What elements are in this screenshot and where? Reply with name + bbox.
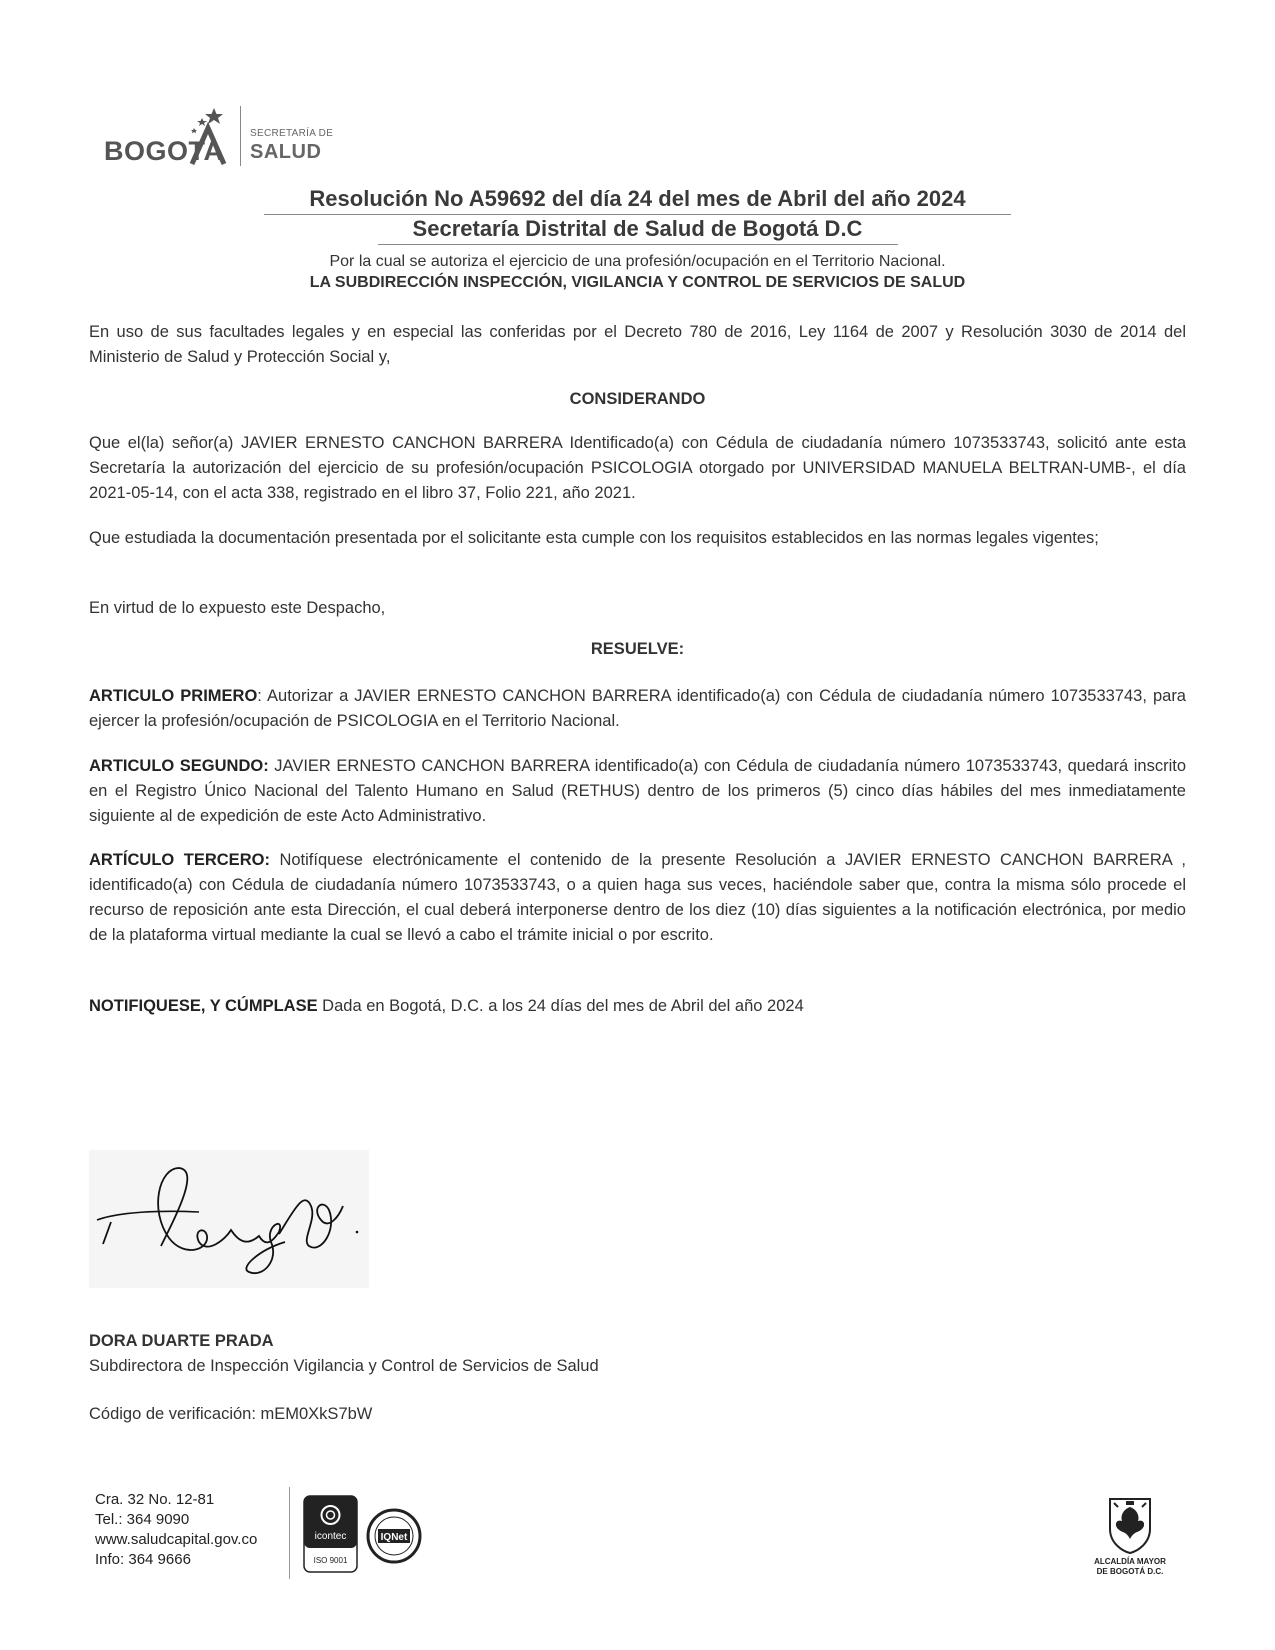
logo-subtitle: SECRETARÍA DE xyxy=(250,128,334,139)
star-icon xyxy=(188,106,228,166)
phone: Tel.: 364 9090 xyxy=(95,1511,190,1528)
contact-block xyxy=(95,1490,257,1570)
signer-name: DORA DUARTE PRADA xyxy=(89,1332,274,1350)
alcaldia-line2: DE BOGOTÁ D.C. xyxy=(1096,1567,1164,1576)
icontec-iso: ISO 9001 xyxy=(313,1556,348,1565)
iqnet-certification-icon xyxy=(366,1508,422,1564)
intro-paragraph: En uso de sus facultades legales y en especial las conferidas por el Decreto 780 de 2016, Ley 1164 de 2007 y Resolución 3030 de 2014 del Ministerio de Salud y Protección Social y, xyxy=(89,323,1186,366)
footer-divider xyxy=(289,1487,290,1579)
alcaldia-caption xyxy=(1080,1557,1180,1577)
article-third-label: ARTÍCULO TERCERO: xyxy=(89,851,270,869)
icontec-label: icontec xyxy=(314,1531,347,1542)
closing-statement xyxy=(89,994,1186,1019)
alcaldia-mayor-crest xyxy=(1080,1495,1180,1595)
issuing-entity: Secretaría Distrital de Salud de Bogotá D.C xyxy=(412,216,863,241)
article-third-text: Notifíquese electrónicamente el contenido de la presente Resolución a JAVIER ERNESTO CANCHON BARRERA , identificado(a) con Cédula de ciudadanía número 1073533743, o a quien haga sus veces, haciéndole saber que, contra la misma sólo procede el recurso de reposición ante esta Dirección, el cual deberá interponerse dentro de los diez (10) días siguientes a la notificación electrónica, por medio de la plataforma virtual mediante la cual se llevó a cabo el trámite inicial o por escrito. xyxy=(89,851,1186,944)
article-first xyxy=(89,684,1186,734)
article-first-label: ARTICULO PRIMERO xyxy=(89,687,258,705)
considerando-heading: CONSIDERANDO xyxy=(569,390,706,408)
handwritten-signature xyxy=(89,1150,369,1288)
logo-divider xyxy=(240,106,241,166)
coat-of-arms-icon xyxy=(1080,1495,1180,1555)
article-second-label: ARTICULO SEGUNDO: xyxy=(89,757,269,775)
resolution-purpose: Por la cual se autoriza el ejercicio de una profesión/ocupación en el Territorio Nacional. xyxy=(329,253,946,270)
logo-wordmark: BOGOTA xyxy=(104,136,224,166)
article-third xyxy=(89,848,1186,948)
signer-role: Subdirectora de Inspección Vigilancia y Control de Servicios de Salud xyxy=(89,1357,599,1375)
title-underline xyxy=(264,214,1011,215)
resolution-title: Resolución No A59692 del día 24 del mes de Abril del año 2024 xyxy=(309,186,966,211)
bogota-secretaria-salud-logo xyxy=(104,106,334,168)
resuelve-heading: RESUELVE: xyxy=(590,640,685,658)
considerando-paragraph-1: Que el(la) señor(a) JAVIER ERNESTO CANCHON BARRERA Identificado(a) con Cédula de ciudadanía número 1073533743, solicitó ante esta Secretaría la autorización del ejercicio de su profesión/ocupación PSICOLOGIA otorgado por UNIVERSIDAD MANUELA BELTRAN-UMB-, el día 2021-05-14, con el acta 338, registrado en el libro 37, Folio 221, año 2021. xyxy=(89,434,1186,502)
closing-label: NOTIFIQUESE, Y CÚMPLASE xyxy=(89,997,318,1015)
iqnet-label: IQNet xyxy=(380,1532,408,1543)
logo-salud: SALUD xyxy=(250,141,322,163)
info-line: Info: 364 9666 xyxy=(95,1551,191,1568)
considerando-paragraph-3: En virtud de lo expuesto este Despacho, xyxy=(89,599,386,617)
article-first-text: : Autorizar a JAVIER ERNESTO CANCHON BARRERA identificado(a) con Cédula de ciudadanía número 1073533743, para ejercer la profesión/ocupación de PSICOLOGIA en el Territorio Nacional. xyxy=(89,687,1186,730)
article-second xyxy=(89,754,1186,829)
verification-code: Código de verificación: mEM0XkS7bW xyxy=(89,1405,373,1423)
website: www.saludcapital.gov.co xyxy=(95,1531,258,1548)
closing-text: Dada en Bogotá, D.C. a los 24 días del mes de Abril del año 2024 xyxy=(317,997,804,1015)
issuing-authority: LA SUBDIRECCIÓN INSPECCIÓN, VIGILANCIA Y CONTROL DE SERVICIOS DE SALUD xyxy=(309,274,966,291)
entity-underline xyxy=(378,244,898,245)
considerando-paragraph-2: Que estudiada la documentación presentada por el solicitante esta cumple con los requisitos establecidos en las normas legales vigentes; xyxy=(89,529,1099,547)
address: Cra. 32 No. 12-81 xyxy=(95,1491,215,1508)
icontec-certification-icon xyxy=(303,1495,358,1573)
alcaldia-line1: ALCALDÍA MAYOR xyxy=(1094,1557,1166,1566)
article-second-text: JAVIER ERNESTO CANCHON BARRERA identificado(a) con Cédula de ciudadanía número 1073533743, quedará inscrito en el Registro Único Nacional del Talento Humano en Salud (RETHUS) dentro de los primeros (5) cinco días hábiles del mes inmediatamente siguiente al de expedición de este Acto Administrativo. xyxy=(89,757,1187,825)
